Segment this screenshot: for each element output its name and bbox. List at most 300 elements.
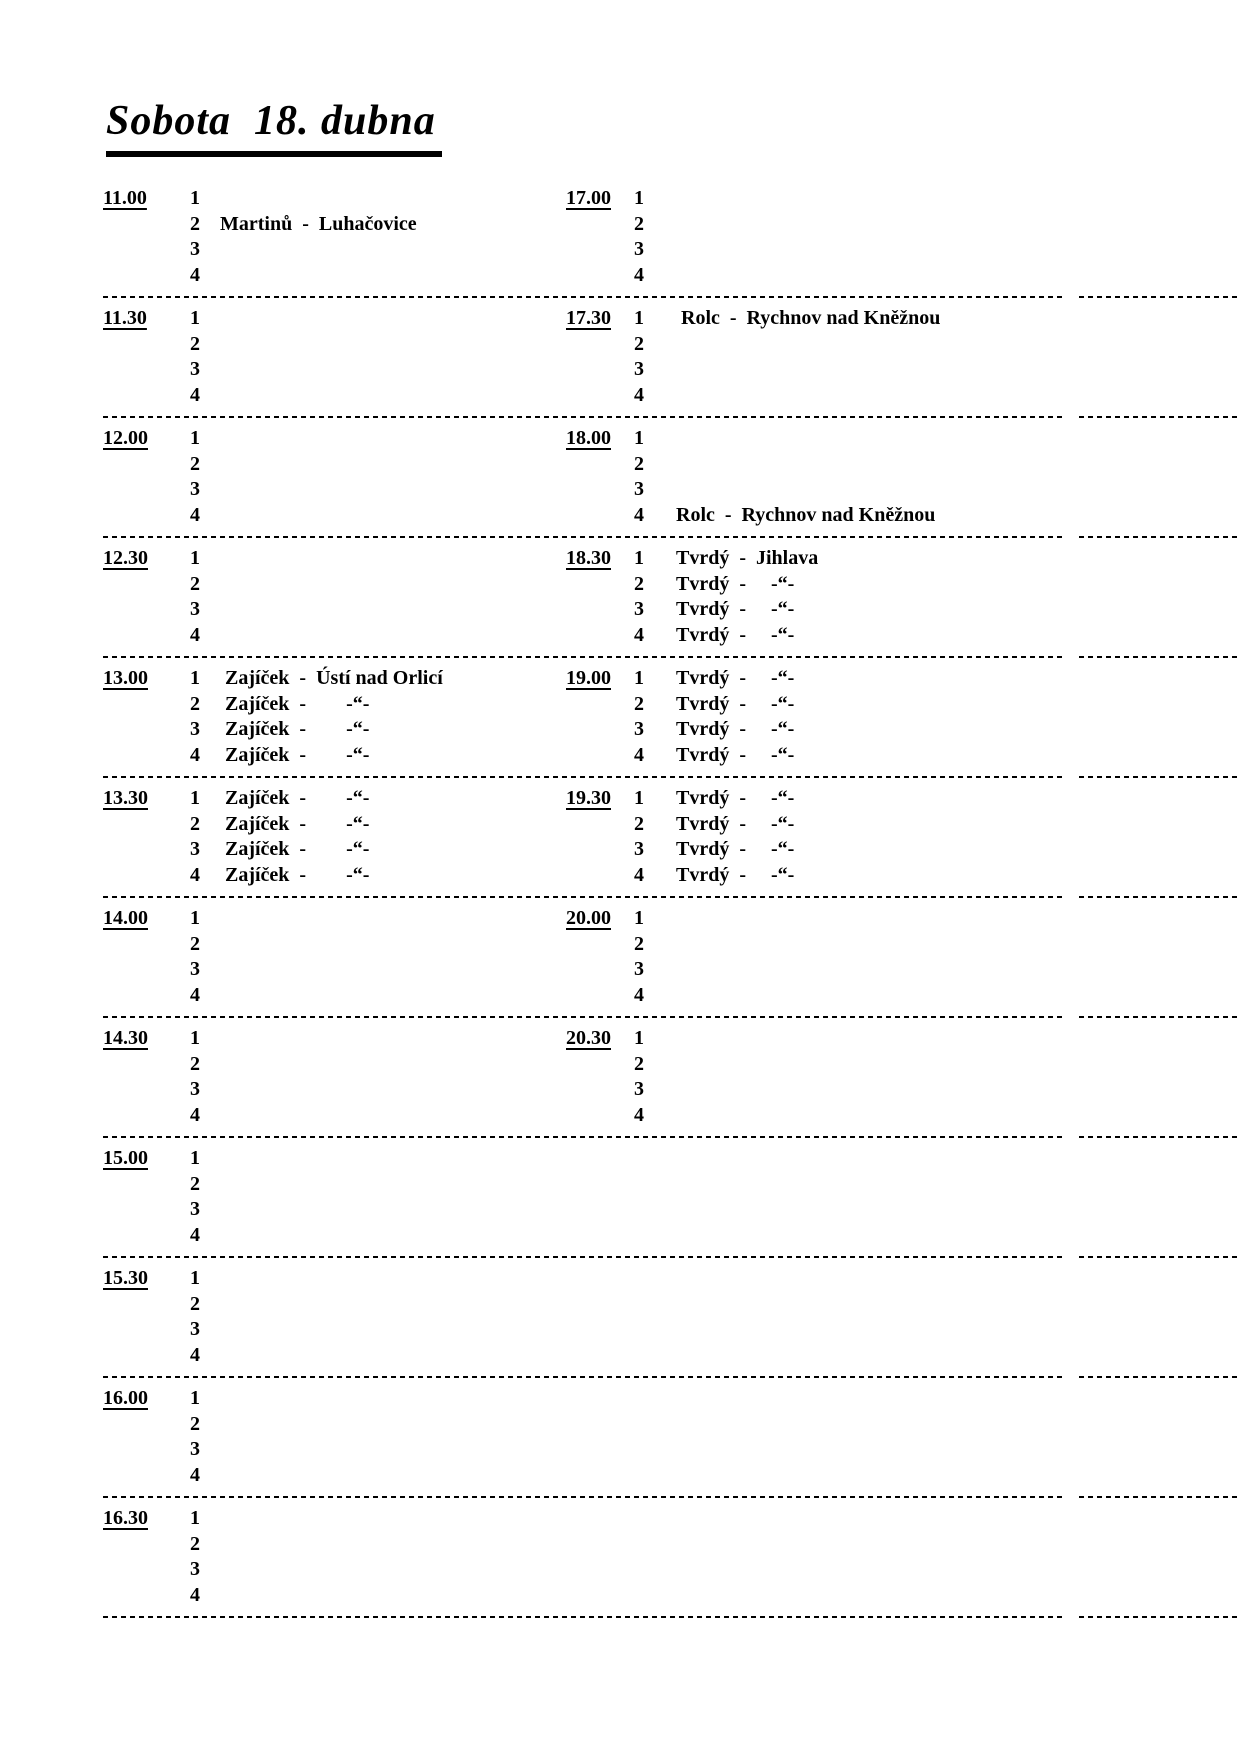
timeslot-left: [103, 186, 566, 288]
court-line: [634, 383, 1241, 409]
court-line: [190, 1506, 566, 1532]
court-line: [190, 597, 566, 623]
court-number: 3: [634, 1078, 644, 1100]
separator-dashes-icon: [103, 1136, 1065, 1138]
timeslot-left: [103, 786, 566, 888]
time-column: [103, 906, 190, 932]
court-number: 2: [190, 932, 200, 955]
time-label: 17.00: [566, 187, 611, 209]
court-number: 3: [190, 838, 200, 860]
separator-dashes-icon: [1079, 1496, 1241, 1498]
row-separator: [103, 1248, 1241, 1266]
court-line: [190, 477, 566, 503]
court-number: 2: [190, 812, 200, 835]
court-line: [634, 306, 1241, 332]
court-line: [190, 1077, 566, 1103]
court-lines: [190, 666, 566, 768]
separator-gap: [1065, 1616, 1079, 1618]
schedule-row: [103, 186, 1241, 288]
separator-gap: [1065, 416, 1079, 418]
timeslot-left: [103, 906, 566, 1008]
time-column: [103, 546, 190, 572]
time-label: 18.00: [566, 427, 611, 449]
court-line: [190, 332, 566, 358]
time-column: [566, 786, 634, 812]
court-number: 1: [634, 187, 644, 209]
time-column: [566, 906, 634, 932]
court-number: 2: [634, 692, 644, 715]
court-number: 3: [634, 958, 644, 980]
separator-gap: [1065, 296, 1079, 298]
match-entry: Tvrdý - -“-: [676, 743, 795, 766]
match-entry: Tvrdý - -“-: [676, 787, 795, 809]
separator-dashes-icon: [1079, 1256, 1241, 1258]
match-entry: Tvrdý - -“-: [676, 838, 795, 860]
court-lines: [190, 306, 566, 408]
row-separator: [103, 648, 1241, 666]
match-entry: Rolc - Rychnov nad Kněžnou: [676, 503, 936, 526]
timeslot-right: [566, 306, 1241, 408]
separator-dashes-icon: [103, 1496, 1065, 1498]
separator-dashes-icon: [1079, 1136, 1241, 1138]
court-number: 4: [190, 1583, 200, 1606]
court-number: 4: [190, 1103, 200, 1126]
court-number: 3: [190, 718, 200, 740]
court-number: 2: [190, 452, 200, 475]
separator-gap: [1065, 776, 1079, 778]
court-number: 1: [190, 427, 200, 449]
time-label: 15.30: [103, 1267, 148, 1289]
court-line: [190, 743, 566, 769]
separator-dashes-icon: [103, 296, 1065, 298]
court-line: [190, 452, 566, 478]
court-line: [190, 1532, 566, 1558]
court-line: [190, 1266, 566, 1292]
time-column: [566, 1026, 634, 1052]
court-lines: [634, 666, 1241, 768]
time-label: 11.30: [103, 307, 147, 329]
court-line: [190, 1026, 566, 1052]
time-column: [103, 306, 190, 332]
court-number: 3: [634, 238, 644, 260]
court-number: 3: [634, 838, 644, 860]
court-number: 4: [634, 863, 644, 886]
separator-dashes-icon: [103, 1616, 1065, 1618]
court-number: 2: [190, 1052, 200, 1075]
schedule-row: [103, 426, 1241, 528]
court-line: [190, 1197, 566, 1223]
timeslot-right: [566, 906, 1241, 1008]
court-line: [634, 786, 1241, 812]
court-line: [190, 1223, 566, 1249]
page-title: Sobota 18. dubna: [106, 98, 442, 157]
court-number: 3: [190, 1558, 200, 1580]
court-line: [190, 1583, 566, 1609]
court-line: [190, 906, 566, 932]
court-line: [190, 717, 566, 743]
court-line: [634, 357, 1241, 383]
court-number: 4: [634, 743, 644, 766]
separator-gap: [1065, 1376, 1079, 1378]
schedule: [103, 186, 1241, 1626]
court-line: [190, 1146, 566, 1172]
separator-dashes-icon: [103, 1376, 1065, 1378]
time-column: [103, 186, 190, 212]
match-entry: Tvrdý - -“-: [676, 863, 795, 886]
court-number: 2: [634, 212, 644, 235]
separator-dashes-icon: [1079, 776, 1241, 778]
court-lines: [190, 1146, 566, 1248]
separator-dashes-icon: [1079, 896, 1241, 898]
court-line: [634, 572, 1241, 598]
court-number: 4: [634, 983, 644, 1006]
timeslot-left: [103, 1266, 566, 1368]
court-number: 4: [190, 1223, 200, 1246]
row-separator: [103, 768, 1241, 786]
match-entry: Tvrdý - -“-: [676, 718, 795, 740]
court-line: [634, 666, 1241, 692]
schedule-row: [103, 1146, 1241, 1248]
timeslot-right: [566, 186, 1241, 288]
court-number: 3: [190, 1198, 200, 1220]
match-entry: Zajíček - -“-: [220, 812, 370, 835]
court-number: 4: [190, 983, 200, 1006]
court-lines: [190, 1266, 566, 1368]
court-line: [190, 357, 566, 383]
timeslot-left: [103, 426, 566, 528]
court-line: [634, 743, 1241, 769]
schedule-row: [103, 1386, 1241, 1488]
court-line: [190, 812, 566, 838]
time-label: 13.30: [103, 787, 148, 809]
court-line: [190, 503, 566, 529]
time-label: 13.00: [103, 667, 148, 689]
court-line: [634, 212, 1241, 238]
court-number: 4: [634, 1103, 644, 1126]
court-line: [634, 1077, 1241, 1103]
court-lines: [190, 1506, 566, 1608]
court-lines: [190, 906, 566, 1008]
timeslot-right: [566, 786, 1241, 888]
time-column: [103, 1026, 190, 1052]
court-number: 2: [190, 1412, 200, 1435]
court-line: [634, 452, 1241, 478]
match-entry: Tvrdý - -“-: [676, 692, 795, 715]
court-number: 4: [634, 623, 644, 646]
court-line: [634, 503, 1241, 529]
court-number: 3: [190, 238, 200, 260]
court-line: [634, 263, 1241, 289]
row-separator: [103, 288, 1241, 306]
time-label: 14.30: [103, 1027, 148, 1049]
court-number: 4: [190, 1463, 200, 1486]
time-label: 15.00: [103, 1147, 148, 1169]
court-line: [634, 546, 1241, 572]
court-line: [634, 906, 1241, 932]
court-line: [634, 717, 1241, 743]
timeslot-right: [566, 1026, 1241, 1128]
time-column: [566, 666, 634, 692]
time-label: 17.30: [566, 307, 611, 329]
court-lines: [190, 426, 566, 528]
match-entry: Tvrdý - -“-: [676, 812, 795, 835]
court-number: 4: [190, 623, 200, 646]
court-number: 3: [634, 358, 644, 380]
court-number: 2: [634, 1052, 644, 1075]
court-number: 4: [634, 503, 644, 526]
row-separator: [103, 1368, 1241, 1386]
court-number: 3: [634, 478, 644, 500]
court-line: [634, 812, 1241, 838]
court-lines: [190, 786, 566, 888]
time-column: [103, 666, 190, 692]
court-number: 2: [190, 212, 200, 235]
timeslot-left: [103, 1506, 566, 1608]
time-column: [103, 426, 190, 452]
court-line: [634, 237, 1241, 263]
time-column: [566, 186, 634, 212]
court-lines: [634, 306, 1241, 408]
court-number: 3: [190, 1318, 200, 1340]
court-line: [190, 1292, 566, 1318]
row-separator: [103, 1608, 1241, 1626]
timeslot-right: [566, 546, 1241, 648]
court-line: [190, 983, 566, 1009]
court-number: 3: [190, 598, 200, 620]
court-line: [190, 1343, 566, 1369]
schedule-row: [103, 666, 1241, 768]
court-number: 1: [634, 1027, 644, 1049]
court-line: [190, 623, 566, 649]
schedule-row: [103, 1026, 1241, 1128]
timeslot-left: [103, 1026, 566, 1128]
time-column: [103, 786, 190, 812]
match-entry: Zajíček - Ústí nad Orlicí: [220, 667, 443, 689]
court-line: [190, 692, 566, 718]
court-number: 4: [190, 503, 200, 526]
court-lines: [634, 546, 1241, 648]
separator-dashes-icon: [1079, 416, 1241, 418]
court-line: [190, 786, 566, 812]
court-number: 2: [634, 812, 644, 835]
court-line: [190, 383, 566, 409]
match-entry: Zajíček - -“-: [220, 863, 370, 886]
separator-dashes-icon: [103, 416, 1065, 418]
court-number: 3: [190, 958, 200, 980]
court-number: 1: [190, 547, 200, 569]
court-number: 4: [634, 383, 644, 406]
court-number: 1: [634, 307, 644, 329]
court-line: [190, 306, 566, 332]
court-line: [190, 426, 566, 452]
court-lines: [634, 186, 1241, 288]
court-number: 3: [190, 1078, 200, 1100]
row-separator: [103, 888, 1241, 906]
court-number: 1: [634, 787, 644, 809]
match-entry: Tvrdý - -“-: [676, 598, 795, 620]
court-lines: [634, 906, 1241, 1008]
match-entry: Martinů - Luhačovice: [220, 212, 417, 235]
court-line: [190, 863, 566, 889]
time-label: 11.00: [103, 187, 147, 209]
court-line: [190, 237, 566, 263]
court-number: 4: [190, 863, 200, 886]
match-entry: Tvrdý - Jihlava: [676, 547, 819, 569]
court-number: 2: [190, 1532, 200, 1555]
court-number: 1: [190, 1147, 200, 1169]
court-line: [634, 426, 1241, 452]
time-label: 12.30: [103, 547, 148, 569]
court-number: 1: [190, 1387, 200, 1409]
time-column: [103, 1146, 190, 1172]
court-number: 1: [190, 667, 200, 689]
time-label: 16.00: [103, 1387, 148, 1409]
court-lines: [190, 1386, 566, 1488]
time-column: [103, 1386, 190, 1412]
timeslot-left: [103, 1146, 566, 1248]
court-number: 2: [190, 572, 200, 595]
time-label: 19.00: [566, 667, 611, 689]
court-line: [190, 1412, 566, 1438]
time-label: 12.00: [103, 427, 148, 449]
time-label: 20.30: [566, 1027, 611, 1049]
court-line: [634, 1026, 1241, 1052]
court-line: [190, 666, 566, 692]
court-line: [634, 597, 1241, 623]
separator-gap: [1065, 1016, 1079, 1018]
court-number: 4: [190, 383, 200, 406]
court-line: [634, 837, 1241, 863]
separator-gap: [1065, 1136, 1079, 1138]
court-lines: [190, 546, 566, 648]
row-separator: [103, 1488, 1241, 1506]
separator-dashes-icon: [1079, 656, 1241, 658]
court-line: [190, 1437, 566, 1463]
court-number: 2: [634, 572, 644, 595]
separator-dashes-icon: [103, 536, 1065, 538]
court-number: 1: [190, 1027, 200, 1049]
match-entry: Tvrdý - -“-: [676, 623, 795, 646]
court-line: [634, 623, 1241, 649]
court-number: 1: [634, 427, 644, 449]
court-line: [634, 186, 1241, 212]
match-entry: Tvrdý - -“-: [676, 667, 795, 689]
court-line: [190, 1052, 566, 1078]
time-column: [566, 546, 634, 572]
time-label: 20.00: [566, 907, 611, 929]
court-number: 1: [634, 907, 644, 929]
court-line: [190, 546, 566, 572]
court-line: [190, 1386, 566, 1412]
court-number: 3: [634, 718, 644, 740]
court-line: [190, 186, 566, 212]
time-label: 16.30: [103, 1507, 148, 1529]
court-line: [190, 1103, 566, 1129]
court-line: [190, 1557, 566, 1583]
separator-gap: [1065, 896, 1079, 898]
court-number: 2: [634, 932, 644, 955]
separator-dashes-icon: [1079, 296, 1241, 298]
court-number: 3: [190, 1438, 200, 1460]
separator-dashes-icon: [103, 776, 1065, 778]
court-line: [634, 983, 1241, 1009]
court-number: 4: [190, 1343, 200, 1366]
row-separator: [103, 1008, 1241, 1026]
row-separator: [103, 1128, 1241, 1146]
match-entry: Zajíček - -“-: [220, 718, 370, 740]
row-separator: [103, 528, 1241, 546]
match-entry: Zajíček - -“-: [220, 787, 370, 809]
court-number: 2: [190, 692, 200, 715]
schedule-row: [103, 906, 1241, 1008]
court-number: 2: [190, 332, 200, 355]
court-number: 3: [634, 598, 644, 620]
separator-gap: [1065, 536, 1079, 538]
time-column: [103, 1266, 190, 1292]
time-label: 14.00: [103, 907, 148, 929]
court-number: 4: [190, 743, 200, 766]
court-number: 3: [190, 358, 200, 380]
court-number: 1: [190, 1267, 200, 1289]
court-line: [190, 837, 566, 863]
court-number: 3: [190, 478, 200, 500]
separator-dashes-icon: [1079, 536, 1241, 538]
court-line: [634, 957, 1241, 983]
timeslot-right: [566, 426, 1241, 528]
court-line: [190, 572, 566, 598]
court-line: [634, 1103, 1241, 1129]
match-entry: Zajíček - -“-: [220, 838, 370, 860]
separator-dashes-icon: [103, 1256, 1065, 1258]
court-line: [190, 1463, 566, 1489]
court-line: [634, 863, 1241, 889]
schedule-row: [103, 786, 1241, 888]
match-entry: Tvrdý - -“-: [676, 572, 795, 595]
court-number: 2: [190, 1292, 200, 1315]
schedule-row: [103, 1506, 1241, 1608]
court-number: 1: [190, 907, 200, 929]
court-number: 2: [190, 1172, 200, 1195]
court-line: [190, 932, 566, 958]
court-line: [634, 692, 1241, 718]
match-entry: Zajíček - -“-: [220, 743, 370, 766]
timeslot-right: [566, 666, 1241, 768]
time-label: 18.30: [566, 547, 611, 569]
time-column: [566, 306, 634, 332]
separator-gap: [1065, 656, 1079, 658]
court-lines: [190, 186, 566, 288]
separator-dashes-icon: [1079, 1016, 1241, 1018]
court-number: 4: [634, 263, 644, 286]
separator-dashes-icon: [103, 896, 1065, 898]
separator-dashes-icon: [103, 656, 1065, 658]
court-line: [190, 212, 566, 238]
timeslot-left: [103, 666, 566, 768]
court-number: 1: [190, 1507, 200, 1529]
time-column: [103, 1506, 190, 1532]
time-column: [566, 426, 634, 452]
row-separator: [103, 408, 1241, 426]
court-number: 1: [190, 307, 200, 329]
timeslot-left: [103, 306, 566, 408]
court-line: [190, 1172, 566, 1198]
court-line: [634, 332, 1241, 358]
court-number: 4: [190, 263, 200, 286]
court-line: [190, 957, 566, 983]
separator-gap: [1065, 1496, 1079, 1498]
timeslot-left: [103, 546, 566, 648]
schedule-row: [103, 546, 1241, 648]
